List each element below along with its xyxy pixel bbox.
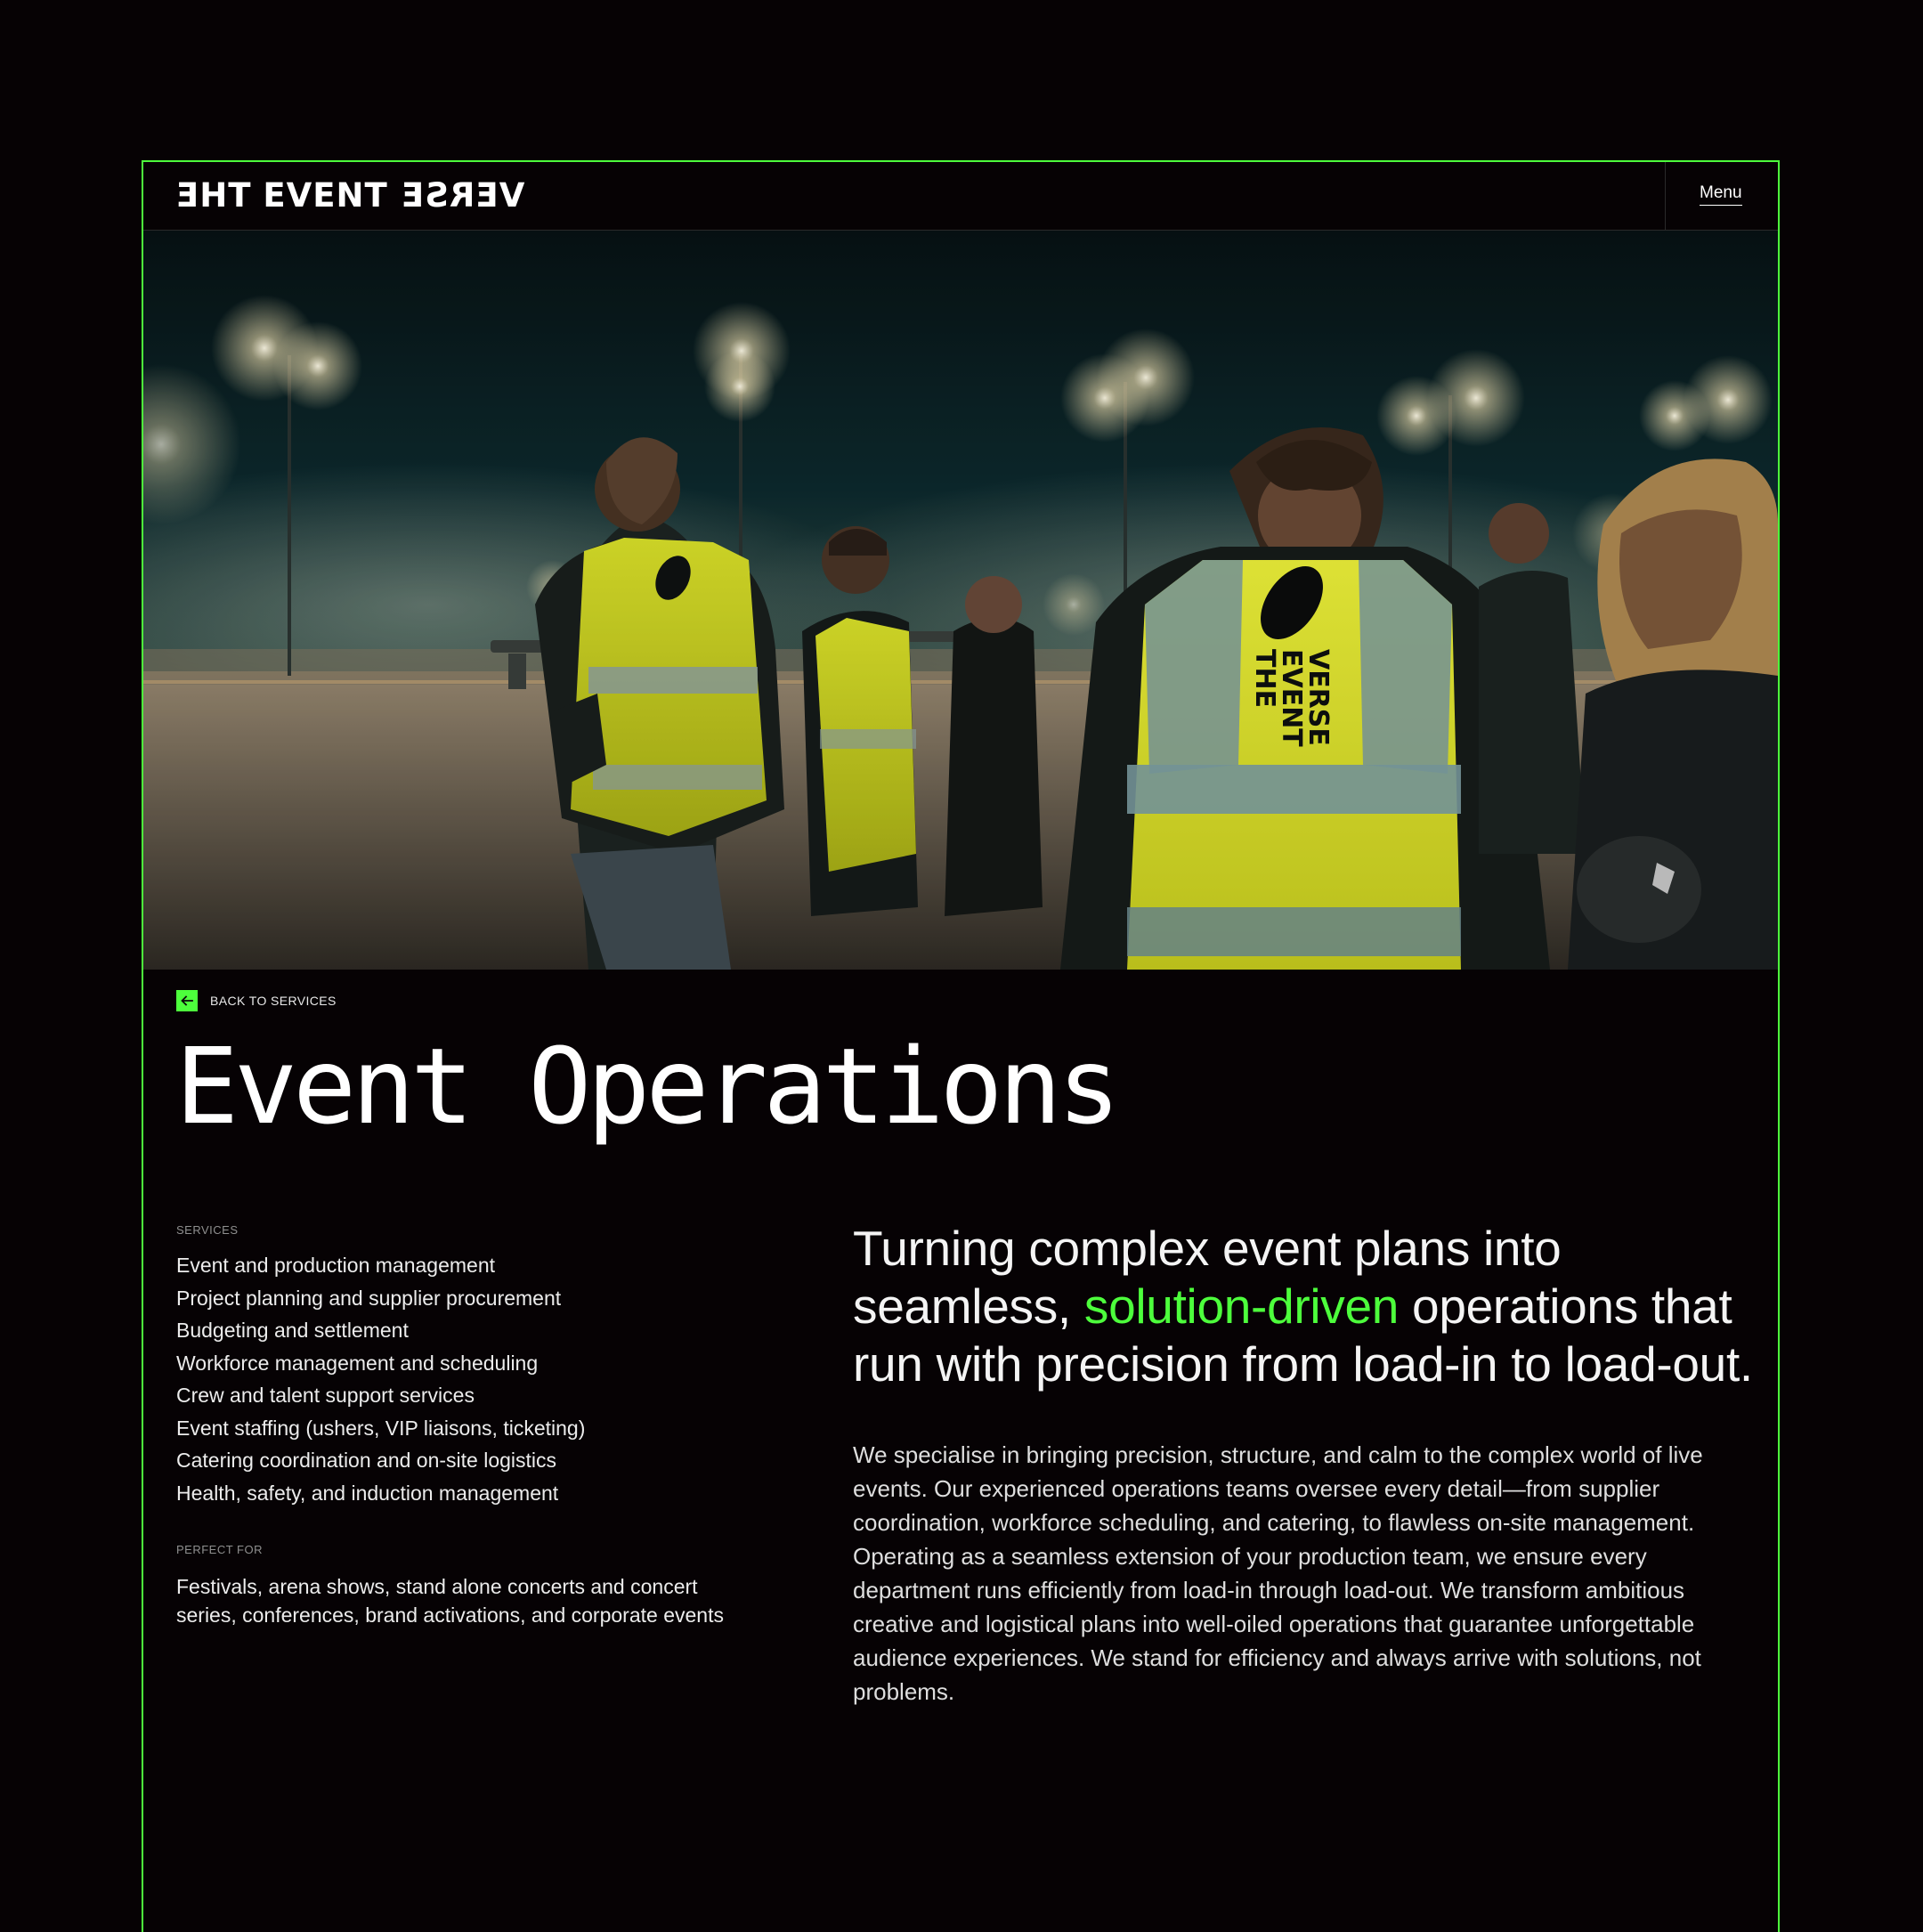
menu-button[interactable]: Menu: [1700, 183, 1742, 206]
services-column: [176, 1223, 746, 1629]
services-list: [176, 1249, 746, 1509]
back-to-services-label: BACK TO SERVICES: [210, 994, 337, 1008]
back-to-services-link[interactable]: [176, 990, 337, 1011]
logo-word-event: EVENT: [263, 176, 388, 215]
vest-text-event: EVENT: [1276, 649, 1307, 747]
arrow-left-icon: [176, 990, 198, 1011]
site-logo[interactable]: [175, 178, 524, 214]
intro-column: [853, 1220, 1761, 1709]
vest-text-verse: VERSE: [1302, 649, 1334, 746]
service-item: Workforce management and scheduling: [176, 1351, 539, 1375]
hero-image: [143, 231, 1778, 970]
service-item: Catering coordination and on-site logistics: [176, 1449, 557, 1472]
service-item: Crew and talent support services: [176, 1384, 475, 1407]
vest-text-the: THE: [1249, 649, 1280, 709]
service-item: Event staffing (ushers, VIP liaisons, ticketing): [176, 1416, 586, 1440]
site-header: [143, 162, 1778, 231]
logo-word-the: THE: [175, 176, 251, 215]
page-frame: [142, 160, 1780, 1932]
menu-container: [1665, 162, 1778, 230]
service-item: Project planning and supplier procurement: [176, 1286, 562, 1310]
intro-body: We specialise in bringing precision, structure, and calm to the complex world of live events. Our experienced operations teams oversee every detail—from supplier coordination, workforce scheduling, and catering, to flawless on-site management. Operating as a seamless extension of your production team, we ensure every department runs efficiently from load-in through load-out. We transform ambitious creative and logistical plans into well-oiled operations that guarantee unforgettable audience experiences. We stand for efficiency and always arrive with solutions, not problems.: [853, 1441, 1703, 1705]
hero-photo: [143, 231, 1778, 970]
service-item: Budgeting and settlement: [176, 1319, 409, 1342]
headline-part-1: Turning complex event plans into seamless,: [853, 1221, 1562, 1334]
perfect-for-label: PERFECT FOR: [176, 1543, 263, 1556]
perfect-for-text: Festivals, arena shows, stand alone concerts and concert series, conferences, brand activations, and corporate events: [176, 1575, 724, 1627]
services-label: SERVICES: [176, 1223, 239, 1237]
headline-part-2: operations that run with precision from load-in to load-out.: [853, 1279, 1753, 1392]
headline-accent: solution-driven: [1083, 1279, 1400, 1334]
intro-headline: [853, 1220, 1761, 1393]
logo-word-verse: VERSE: [400, 176, 524, 215]
service-item: Event and production management: [176, 1254, 496, 1277]
service-item: Health, safety, and induction management: [176, 1481, 559, 1505]
page-title: Event Operations: [175, 1025, 1116, 1148]
